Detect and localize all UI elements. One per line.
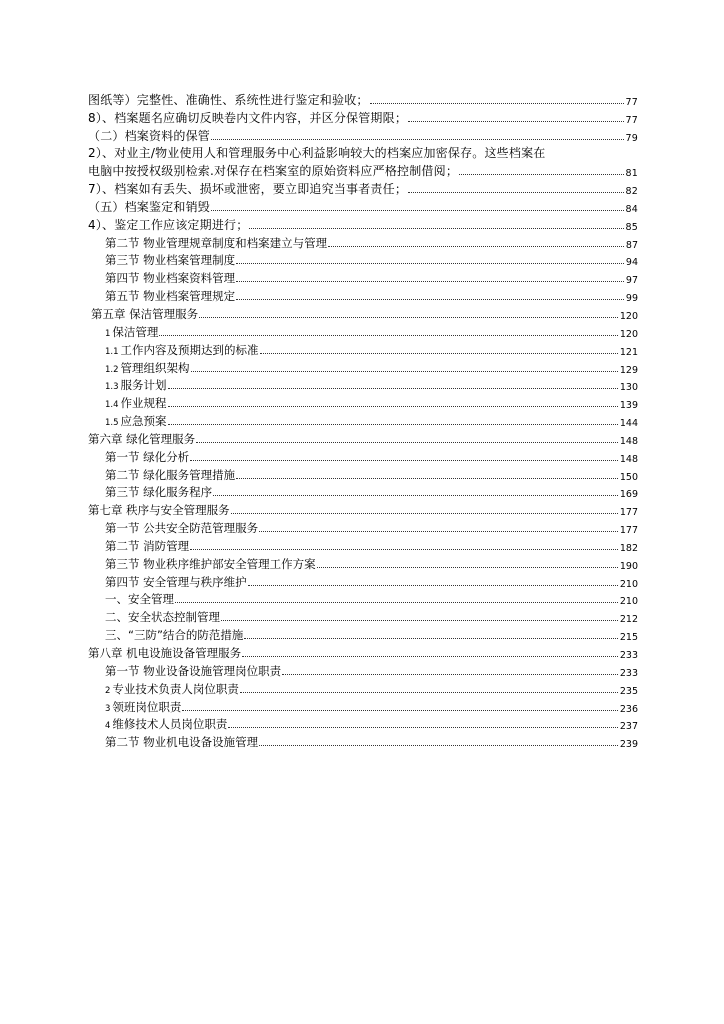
toc-page-number: 139 — [619, 400, 638, 412]
dot-leader — [228, 727, 617, 728]
toc-entry[interactable] — [88, 161, 638, 179]
toc-entry-title — [105, 449, 189, 465]
dot-leader — [408, 192, 623, 193]
toc-page-number: 237 — [619, 721, 638, 733]
toc-entry-title — [105, 681, 239, 697]
dot-leader — [259, 531, 618, 532]
toc-entry[interactable] — [88, 233, 638, 251]
toc-entry[interactable] — [88, 465, 638, 483]
dot-leader — [196, 442, 618, 443]
toc-entry[interactable] — [88, 447, 638, 465]
toc-entry-text: （五）档案鉴定和销毁 — [88, 199, 211, 214]
toc-entry[interactable] — [88, 429, 638, 447]
toc-entry-text: 第二节 物业管理规章制度和档案建立与管理 — [105, 235, 328, 250]
toc-entry-title — [105, 342, 259, 358]
toc-entry-title — [105, 235, 327, 251]
toc-page-number: 177 — [619, 507, 638, 519]
toc-entry-title — [88, 162, 458, 179]
toc-page-number: 144 — [619, 418, 638, 430]
toc-page-number: 87 — [625, 239, 638, 251]
toc-entry[interactable] — [88, 304, 638, 322]
toc-page-number: 210 — [619, 596, 638, 608]
toc-page-number: 148 — [619, 453, 638, 465]
toc-entry[interactable] — [88, 625, 638, 643]
toc-entry-title — [105, 360, 190, 376]
toc-entry[interactable] — [88, 411, 638, 429]
toc-page-number: 177 — [619, 525, 638, 537]
toc-page-number: 130 — [619, 382, 638, 394]
dot-leader — [221, 620, 618, 621]
toc-entry-title — [105, 716, 227, 732]
toc-entry-text: 2）、对业主/物业使用人和管理服务中心利益影响较大的档案应加密保存。这些档案在 — [88, 146, 546, 161]
toc-entry[interactable] — [88, 661, 638, 679]
dot-leader — [168, 388, 618, 389]
toc-page-number: 236 — [619, 703, 638, 715]
toc-entry-text: 第六章 绿化管理服务 — [88, 431, 196, 446]
toc-entry[interactable] — [88, 197, 638, 215]
dot-leader — [168, 406, 618, 407]
toc-entry-text: （二）档案资料的保管 — [88, 128, 211, 143]
toc-entry-text: 二、安全状态控制管理 — [105, 610, 220, 625]
toc-entry-title — [105, 395, 167, 411]
toc-entry-text: 领班岗位职责 — [112, 699, 182, 714]
toc-entry[interactable] — [88, 90, 638, 108]
toc-entry-text: 第五节 物业档案管理规定 — [105, 289, 236, 304]
toc-entry-text: 第八章 机电设施设备管理服务 — [88, 646, 242, 660]
toc-page-number: 212 — [619, 614, 638, 626]
toc-entry-text: 第一节 公共安全防范管理服务 — [105, 521, 259, 536]
toc-entry-text: 第二节 绿化服务管理措施 — [105, 467, 236, 482]
toc-entry-title — [105, 699, 181, 715]
toc-entry-title — [105, 377, 167, 393]
toc-entry-text: 第三节 物业秩序维护部安全管理工作方案 — [105, 556, 316, 571]
toc-entry-text: 作业规程 — [120, 396, 167, 411]
toc-entry-title — [105, 574, 247, 590]
toc-entry[interactable] — [88, 643, 638, 661]
toc-entry-text: 工作内容及预期达到的标准 — [120, 342, 259, 357]
toc-entry-text: 第四节 安全管理与秩序维护 — [105, 574, 247, 589]
toc-entry[interactable] — [88, 572, 638, 590]
toc-entry-title — [88, 431, 195, 447]
toc-entry[interactable] — [88, 732, 638, 750]
dot-leader — [249, 228, 623, 229]
toc-entry-text: 三、“三防”结合的防范措施 — [105, 628, 244, 643]
toc-entry-title — [105, 538, 189, 554]
dot-leader — [242, 656, 618, 657]
toc-entry[interactable] — [88, 500, 638, 518]
toc-entry[interactable] — [88, 108, 638, 126]
dot-leader — [182, 710, 617, 711]
toc-entry-text: 一、安全管理 — [105, 592, 174, 607]
toc-entry-title — [88, 216, 248, 233]
toc-entry-title — [105, 734, 258, 750]
dot-leader — [211, 139, 623, 140]
toc-page-number: 169 — [619, 489, 638, 501]
toc-entry-title — [91, 306, 198, 322]
toc-entry-number: 2 — [105, 685, 111, 696]
toc-entry-text: 服务计划 — [120, 378, 167, 393]
toc-entry-title — [88, 127, 210, 144]
toc-page-number: 84 — [625, 203, 638, 215]
toc-entry-number: 1.1 — [105, 346, 119, 357]
toc-entry-title — [88, 180, 407, 197]
toc-entry-title — [105, 413, 167, 429]
dot-leader — [236, 299, 624, 300]
toc-entry-text: 第一节 物业设备设施管理岗位职责 — [105, 663, 282, 678]
dot-leader — [231, 513, 618, 514]
dot-leader — [191, 371, 618, 372]
toc-entry-text: 第一节 绿化分析 — [105, 449, 190, 464]
dot-leader — [190, 460, 618, 461]
table-of-contents — [88, 90, 638, 750]
dot-leader — [408, 121, 623, 122]
toc-entry-text: 第四节 物业档案资料管理 — [105, 271, 236, 286]
dot-leader — [370, 103, 624, 104]
toc-entry[interactable] — [88, 340, 638, 358]
dot-leader — [168, 424, 618, 425]
toc-entry-title — [88, 198, 210, 215]
toc-entry-title — [105, 252, 235, 268]
toc-entry-title — [88, 91, 369, 108]
toc-page-number: 85 — [625, 221, 638, 233]
toc-page-number: 120 — [619, 328, 638, 340]
toc-entry[interactable] — [88, 126, 638, 144]
toc-page-number: 79 — [625, 132, 638, 144]
dot-leader — [248, 585, 618, 586]
toc-page-number: 148 — [619, 435, 638, 447]
toc-entry-title — [105, 270, 235, 286]
toc-page-number: 94 — [625, 257, 638, 269]
toc-entry-number: 4 — [105, 721, 111, 732]
toc-entry-text: 图纸等）完整性、准确性、系统性进行鉴定和验收； — [88, 92, 369, 107]
toc-page-number: 121 — [619, 346, 638, 358]
toc-page-number: 150 — [619, 471, 638, 483]
toc-entry-number: 3 — [105, 703, 111, 714]
toc-entry[interactable] — [88, 536, 638, 554]
toc-page-number: 77 — [625, 114, 638, 126]
toc-entry-text: 应急预案 — [120, 414, 167, 429]
toc-entry-text: 第三节 绿化服务程序 — [105, 485, 213, 500]
toc-entry-title — [105, 609, 220, 625]
toc-entry-text: 维修技术人员岗位职责 — [112, 717, 228, 732]
toc-page-number: 239 — [619, 739, 638, 751]
toc-page-number: 210 — [619, 578, 638, 590]
toc-page-number: 182 — [619, 542, 638, 554]
toc-entry-text: 7）、档案如有丢失、损坏或泄密，要立即追究当事者责任； — [88, 182, 408, 197]
toc-page-number: 235 — [619, 685, 638, 697]
dot-leader — [159, 335, 617, 336]
toc-entry-text: 第二节 物业机电设备设施管理 — [105, 735, 259, 750]
toc-entry-title — [88, 109, 407, 126]
dot-leader — [175, 602, 618, 603]
toc-entry[interactable] — [88, 251, 638, 269]
toc-entry[interactable] — [88, 179, 638, 197]
toc-entry-title — [105, 324, 158, 340]
toc-entry[interactable] — [88, 215, 638, 233]
dot-leader — [236, 263, 624, 264]
toc-entry-text: 管理组织架构 — [120, 360, 190, 375]
toc-entry-text: 第三节 物业档案管理制度 — [105, 253, 236, 268]
toc-entry-title — [105, 520, 258, 536]
dot-leader — [259, 745, 618, 746]
toc-page-number: 77 — [625, 96, 638, 108]
toc-entry-title — [105, 484, 212, 500]
toc-entry-title — [88, 645, 241, 661]
dot-leader — [282, 674, 618, 675]
toc-entry-title — [105, 556, 316, 572]
dot-leader — [328, 246, 624, 247]
toc-entry-number: 1.3 — [105, 382, 119, 393]
toc-entry-text: 第七章 秩序与安全管理服务 — [88, 503, 230, 518]
toc-entry-text: 8）、档案题名应确切反映卷内文件内容，并区分保管期限； — [88, 110, 408, 125]
toc-entry-number: 1.2 — [105, 364, 119, 375]
toc-entry-title — [105, 663, 281, 679]
toc-entry-text: 电脑中按授权级别检索.对保存在档案室的原始资料应严格控制借阅； — [88, 164, 459, 179]
toc-entry-number: 1.5 — [105, 418, 119, 429]
toc-entry[interactable] — [88, 679, 638, 697]
toc-entry-title — [88, 144, 545, 161]
toc-page-number: 233 — [619, 650, 638, 661]
toc-page-number: 81 — [625, 168, 638, 180]
toc-entry-text: 保洁管理 — [112, 324, 159, 339]
toc-entry[interactable] — [88, 144, 638, 162]
dot-leader — [244, 638, 617, 639]
toc-entry-number: 1 — [105, 328, 111, 339]
toc-entry[interactable] — [88, 322, 638, 340]
toc-page-number: 82 — [625, 186, 638, 198]
toc-page-number: 129 — [619, 364, 638, 376]
dot-leader — [240, 692, 618, 693]
toc-entry-title — [88, 502, 230, 518]
toc-entry-text: 第五章 保洁管理服务 — [91, 306, 199, 321]
toc-page-number: 233 — [619, 667, 638, 679]
toc-entry[interactable] — [88, 358, 638, 376]
toc-page-number: 120 — [619, 310, 638, 322]
dot-leader — [317, 567, 618, 568]
toc-entry[interactable] — [88, 376, 638, 394]
dot-leader — [236, 478, 618, 479]
toc-entry[interactable] — [88, 607, 638, 625]
dot-leader — [236, 281, 624, 282]
toc-entry[interactable] — [88, 286, 638, 304]
toc-entry-title — [105, 627, 243, 643]
dot-leader — [459, 174, 623, 175]
dot-leader — [199, 317, 618, 318]
dot-leader — [211, 210, 623, 211]
dot-leader — [260, 353, 618, 354]
toc-entry-text: 4）、鉴定工作应该定期进行； — [88, 217, 249, 232]
toc-entry-text: 专业技术负责人岗位职责 — [112, 681, 239, 696]
toc-entry[interactable] — [88, 518, 638, 536]
toc-entry[interactable] — [88, 590, 638, 608]
toc-entry[interactable] — [88, 715, 638, 733]
toc-entry[interactable] — [88, 697, 638, 715]
dot-leader — [190, 549, 618, 550]
toc-page-number: 215 — [619, 632, 638, 644]
toc-entry-title — [105, 288, 235, 304]
toc-entry-title — [105, 591, 174, 607]
toc-page-number: 97 — [625, 275, 638, 287]
toc-page-number: 99 — [625, 293, 638, 305]
toc-entry[interactable] — [88, 393, 638, 411]
dot-leader — [213, 495, 618, 496]
toc-entry-title — [105, 467, 235, 483]
toc-entry[interactable] — [88, 268, 638, 286]
toc-entry[interactable] — [88, 483, 638, 501]
toc-entry-number: 1.4 — [105, 400, 119, 411]
toc-page-number: 190 — [619, 560, 638, 572]
toc-entry-text: 第二节 消防管理 — [105, 538, 190, 553]
toc-entry[interactable] — [88, 554, 638, 572]
